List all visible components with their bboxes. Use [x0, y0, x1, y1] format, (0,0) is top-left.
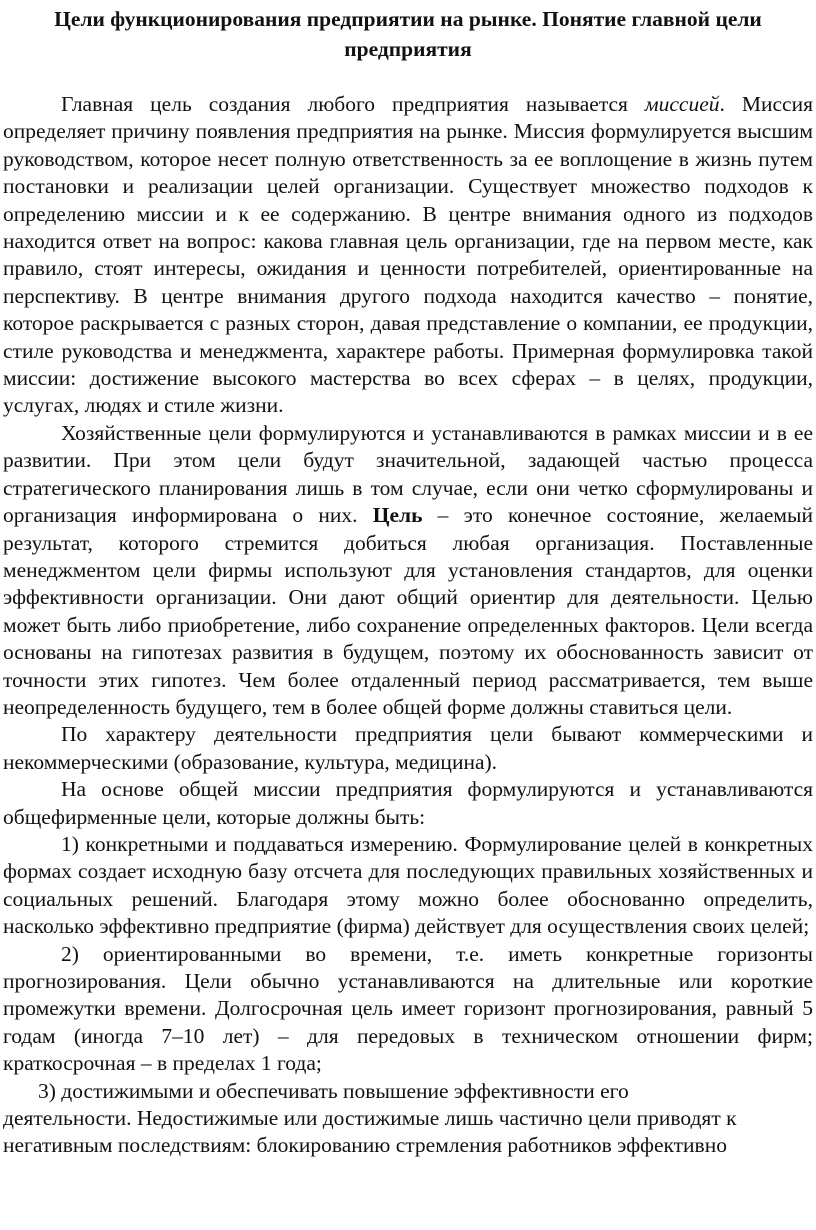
- list-item-2: [3, 941, 813, 1078]
- list-item-1: [3, 831, 813, 941]
- list-item-3-number: 3): [38, 1078, 56, 1103]
- list-item-2-text: ориентированными во времени, т.е. иметь конкретные горизонты прогнозирования. Цели обычно устанавливаются на длительные или короткие промежутки времени. Долгосрочная цель имеет горизонт прогнозирования, равный 5 годам (иногда 7–10 лет) – для передовых в техническом отношении фирм; краткосрочная – в пределах 1 года;: [3, 941, 813, 1076]
- list-item-2-number: 2): [61, 941, 79, 966]
- paragraph-economic-goals: [3, 420, 813, 721]
- list-item-3-first-line: достижимыми и обеспечивать повышение эффективности его: [55, 1078, 629, 1103]
- term-goal: Цель: [372, 503, 423, 528]
- paragraph-mission: [3, 91, 813, 420]
- paragraph-economic-goals-start: Хозяйственные цели формулируются и устанавливаются в рамках миссии и в ее развитии. При этом цели будут значительной, задающей частью процесса стратегического планирования лишь в том случае, если они четко сформулированы и организация информирована о них.: [3, 420, 813, 528]
- list-item-1-text: конкретными и поддаваться измерению. Формулирование целей в конкретных формах создает исходную базу отсчета для последующих правильных хозяйственных и социальных решений. Благодаря этому можно более обоснованно определить, насколько эффективно предприятие (фирма) действует для осуществления своих целей;: [3, 831, 813, 939]
- paragraph-activity-types: По характеру деятельности предприятия цели бывают коммерческими и некоммерческими (образование, культура, медицина).: [3, 722, 813, 774]
- list-item-3-text: деятельности. Недостижимые или достижимые лишь частично цели приводят к негативным последствиям: блокированию стремления работников эффективно: [3, 1106, 737, 1158]
- paragraph-economic-goals-rest: – это конечное состояние, желаемый результат, которого стремится добиться любая организация. Поставленные менеджментом цели фирмы используют для установления стандартов, для оценки эффективности организации. Они дают общий ориентир для деятельности. Целью может быть либо приобретение, либо сохранение определенных факторов. Цели всегда основаны на гипотезах развития в будущем, поэтому их обоснованность зависит от точности этих гипотез. Чем более отдаленный период рассматривается, тем выше неопределенность будущего, тем в более общей форме должны ставиться цели.: [3, 503, 813, 719]
- paragraph-company-goals-intro: На основе общей миссии предприятия формулируются и устанавливаются общефирменные цели, которые должны быть:: [3, 777, 813, 829]
- list-item-3: [3, 1078, 813, 1160]
- document-title: Цели функционирования предприятии на рынке. Понятие главной цели предприятия: [54, 7, 762, 61]
- paragraph-mission-rest: . Миссия определяет причину появления предприятия на рынке. Миссия формулируется высшим руководством, которое несет полную ответственность за ее воплощение в жизнь путем постановки и реализации целей организации. Существует множество подходов к определению миссии и к ее содержанию. В центре внимания одного из подходов находится ответ на вопрос: какова главная цель организации, где на первом месте, как правило, стоят интересы, ожидания и ценности потребителей, ориентированные на перспективу. В центре внимания другого подхода находится качество – понятие, которое раскрывается с разных сторон, давая представление о компании, ее продукции, стиле руководства и менеджмента, характере работы. Примерная формулировка такой миссии: достижение высокого мастерства во всех сферах – в целях, продукции, услугах, людях и стиле жизни.: [3, 92, 813, 418]
- paragraph-mission-start: Главная цель создания любого предприятия называется: [61, 92, 645, 116]
- term-mission: миссией: [644, 92, 720, 116]
- list-item-1-number: 1): [61, 831, 79, 856]
